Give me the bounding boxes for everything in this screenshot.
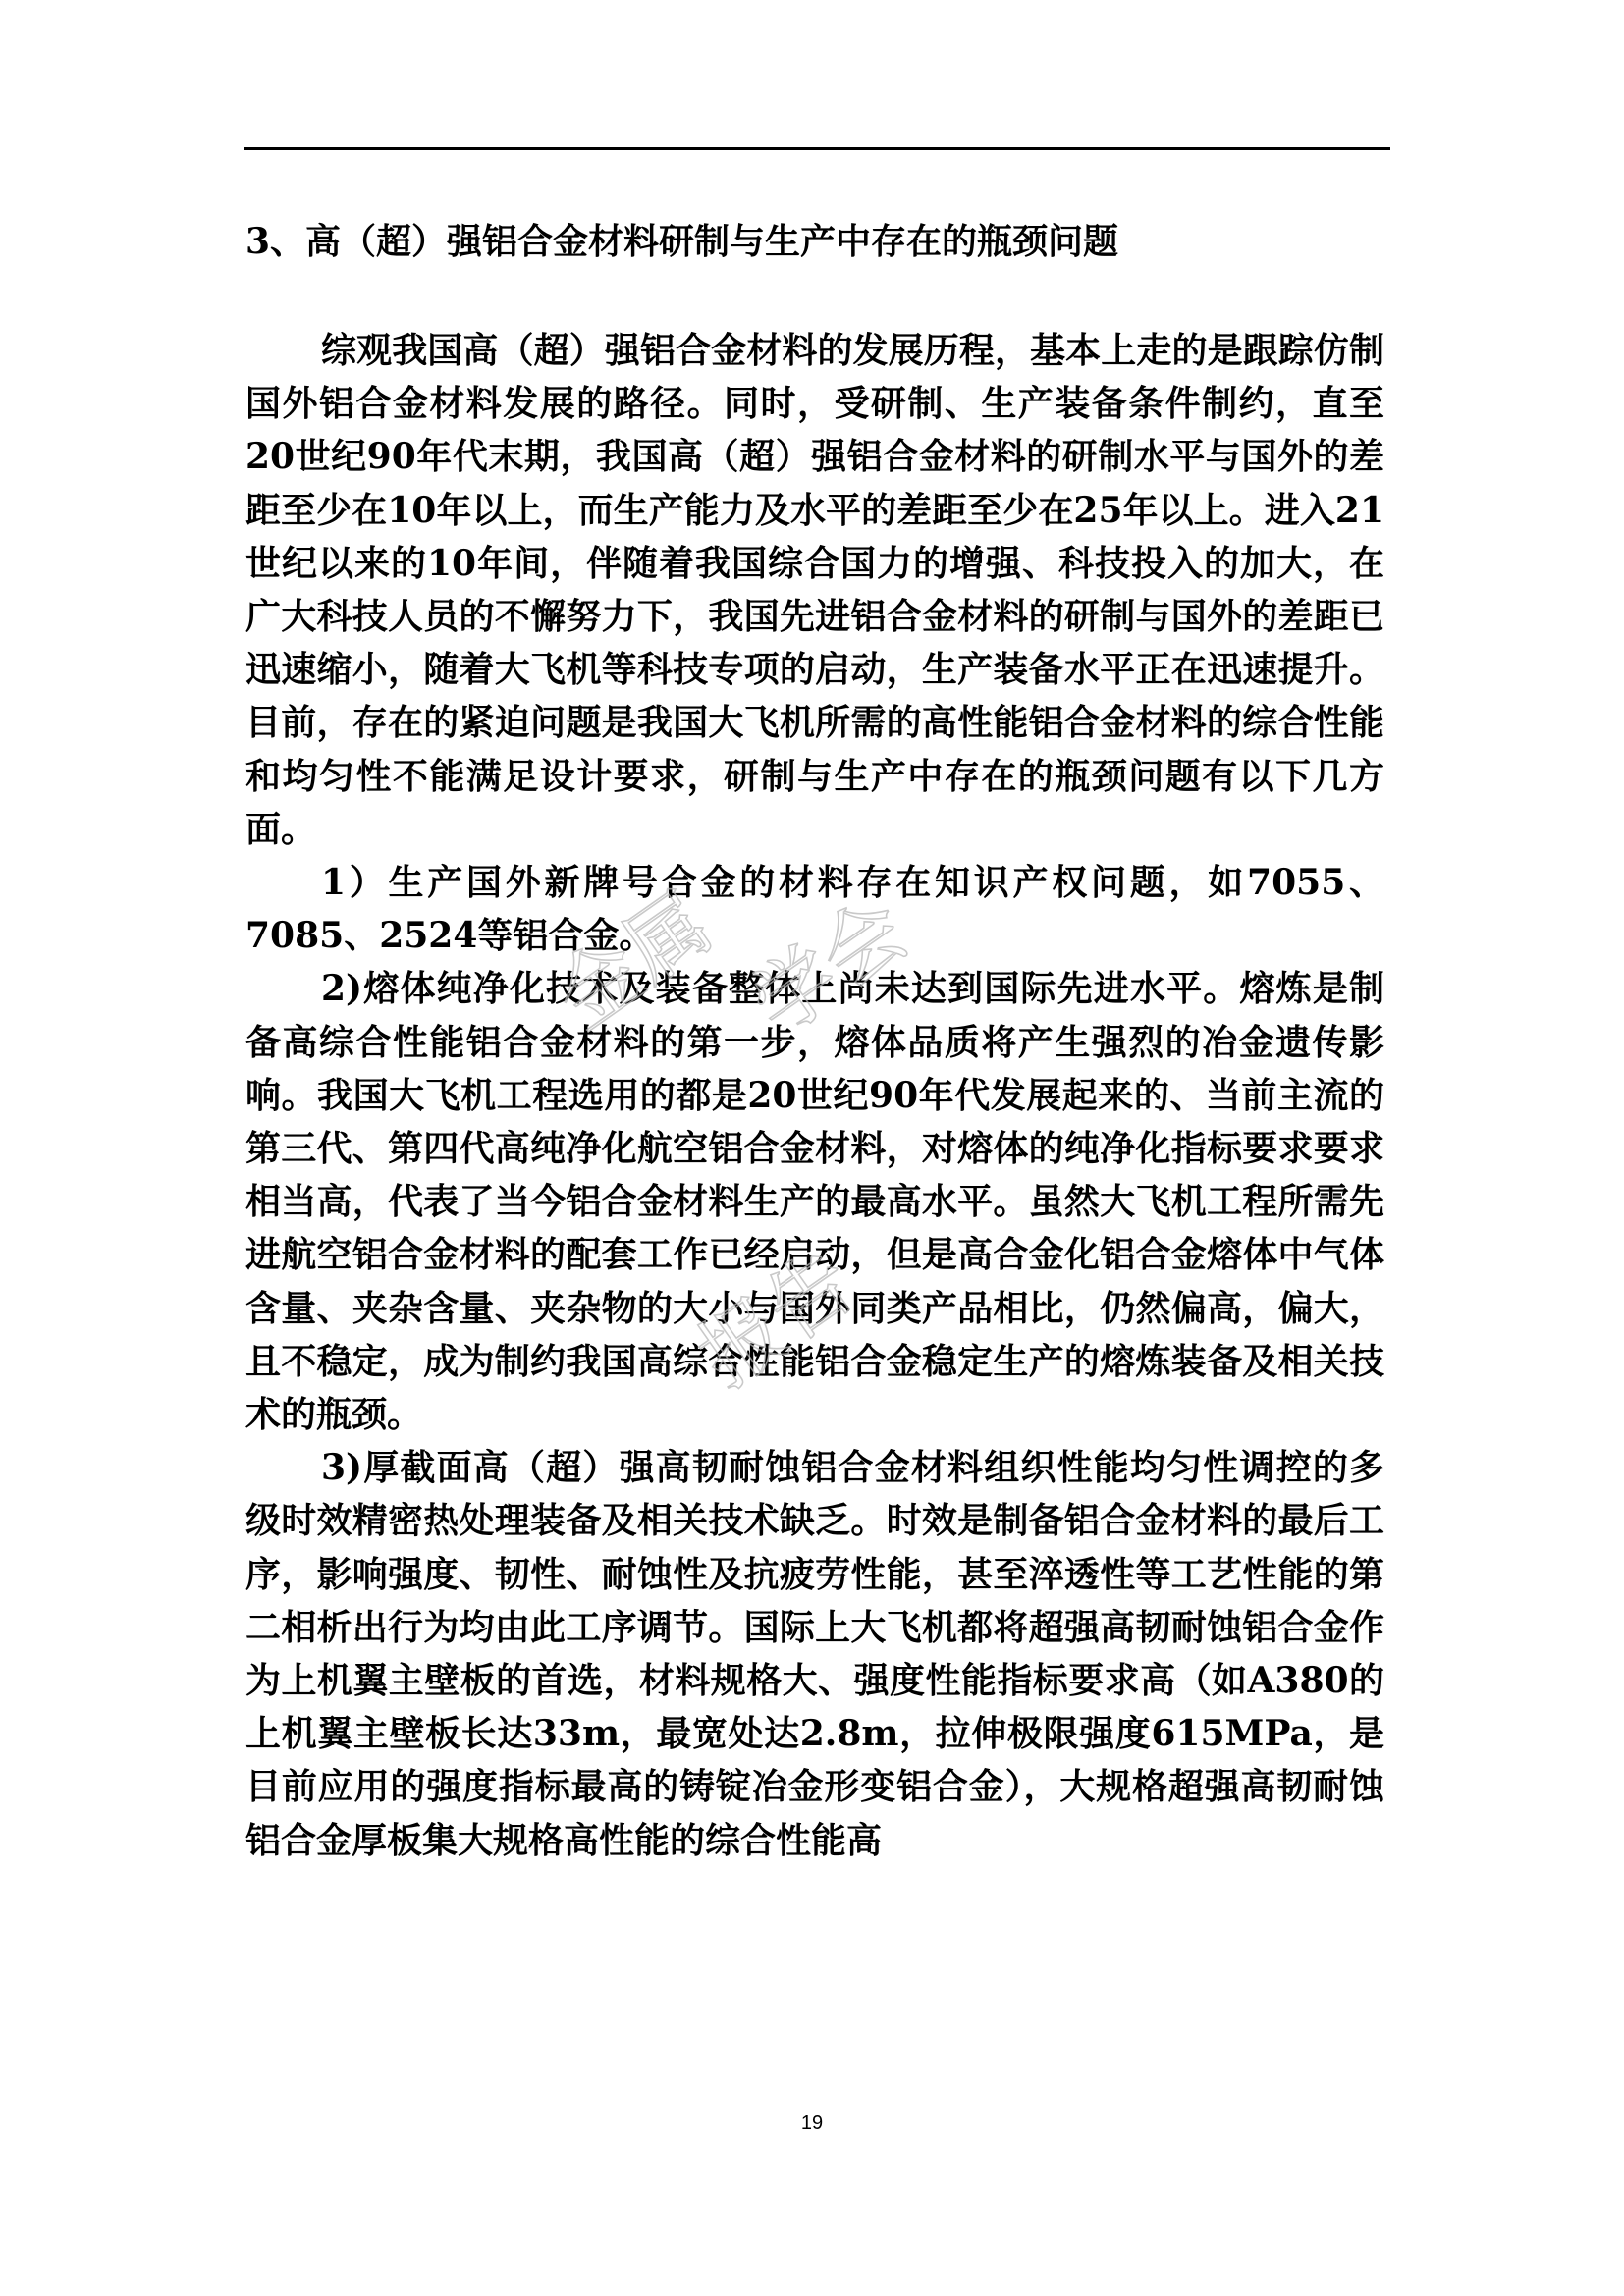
section-title: 3、高（超）强铝合金材料研制与生产中存在的瓶颈问题 bbox=[245, 221, 1119, 262]
paragraph-item-1: 1）生产国外新牌号合金的材料存在知识产权问题，如7055、7085、2524等铝合金。 bbox=[245, 862, 1384, 957]
watermark-line-2: 学会 bbox=[734, 880, 925, 1054]
paragraph-item-3: 3)厚截面高（超）强高韧耐蚀铝合金材料组织性能均匀性调控的多级时效精密热处理装备及相关技术缺乏。时效是制备铝合金材料的最后工序，影响强度、韧性、耐蚀性及抗疲劳性能，甚至淬透性等工艺性能的第二相析出行为均由此工序调节。国际上大飞机都将超强高韧耐蚀铝合金作为上机翼主壁板的首选，材料规格大、强度性能指标要求高（如A380的上机翼主壁板长达33m，最宽处达2.8m，拉伸极限强度615MPa，是目前应用的强度指标最高的铸锭冶金形变铝合金），大规格超强高韧耐蚀铝合金厚板集大规格高性能的综合性能高 bbox=[245, 1447, 1384, 1861]
page-number: 19 bbox=[800, 2112, 824, 2134]
watermark-line-1: 金属 bbox=[538, 874, 729, 1047]
paragraph-item-2: 2)熔体纯净化技术及装备整体上尚未达到国际先进水平。熔炼是制备高综合性能铝合金材料的第一步，熔体品质将产生强烈的冶金遗传影响。我国大飞机工程选用的都是20世纪90年代发展起来的、当前主流的第三代、第四代高纯净化航空铝合金材料，对熔体的纯净化指标要求要求相当高，代表了当今铝合金材料生产的最高水平。虽然大飞机工程所需先进航空铝合金材料的配套工作已经启动，但是高合金化铝合金熔体中气体含量、夹杂含量、夹杂物的大小与国外同类产品相比，仍然偏高，偏大，且不稳定，成为制约我国高综合性能铝合金稳定生产的熔炼装备及相关技术的瓶颈。 bbox=[245, 968, 1384, 1436]
watermark-line-3: 报告 bbox=[681, 1232, 872, 1407]
body-text bbox=[245, 324, 1384, 1867]
paragraph-intro: 综观我国高（超）强铝合金材料的发展历程，基本上走的是跟踪仿制国外铝合金材料发展的路径。同时，受研制、生产装备条件制约，直至20世纪90年代末期，我国高（超）强铝合金材料的研制水平与国外的差距至少在10年以上，而生产能力及水平的差距至少在25年以上。进入21世纪以来的10年间，伴随着我国综合国力的增强、科技投入的加大，在广大科技人员的不懈努力下，我国先进铝合金材料的研制与国外的差距已迅速缩小，随着大飞机等科技专项的启动，生产装备水平正在迅速提升。目前，存在的紧迫问题是我国大飞机所需的高性能铝合金材料的综合性能和均匀性不能满足设计要求，研制与生产中存在的瓶颈问题有以下几方面。 bbox=[245, 330, 1384, 850]
header-rule bbox=[244, 147, 1390, 150]
